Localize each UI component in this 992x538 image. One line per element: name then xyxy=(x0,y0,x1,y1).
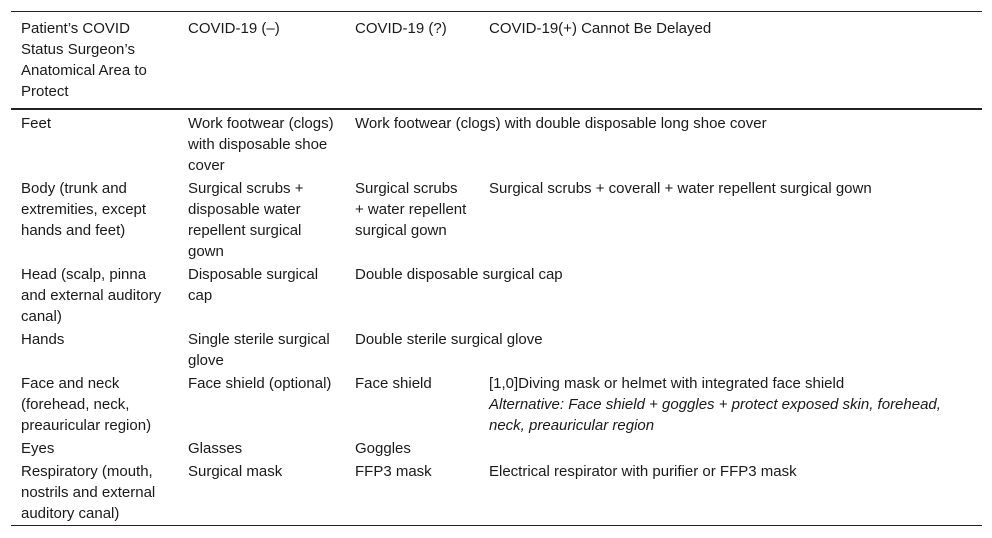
cell-unknown: Surgical scrubs + water repellent surgical gown xyxy=(355,180,467,239)
cell-area: Hands xyxy=(21,331,65,348)
cell-negative: Surgical scrubs + disposable water repellent surgical gown xyxy=(188,180,304,260)
cell-unknown-positive: Double sterile surgical glove xyxy=(355,331,543,348)
cell-area: Body (trunk and extremities, except hands and feet) xyxy=(21,180,147,239)
header-covid-negative: COVID-19 (–) xyxy=(188,20,280,37)
cell-unknown: FFP3 mask xyxy=(355,463,432,480)
table-header-row xyxy=(11,12,982,110)
cell-positive: Electrical respirator with purifier or FFP3 mask xyxy=(489,463,797,480)
cell-unknown: Goggles xyxy=(355,440,411,457)
cell-negative: Surgical mask xyxy=(188,463,283,480)
cell-area: Face and neck (forehead, neck, preauricular region) xyxy=(21,375,152,434)
ppe-table xyxy=(11,11,982,526)
table-row xyxy=(11,437,982,460)
cell-area: Head (scalp, pinna and external auditory canal) xyxy=(21,266,162,325)
header-area: Patient’s COVID Status Surgeon’s Anatomical Area to Protect xyxy=(21,20,147,100)
table-row xyxy=(11,328,982,372)
table-row xyxy=(11,177,982,263)
cell-unknown: Face shield xyxy=(355,375,432,392)
ppe-table-container xyxy=(11,11,982,526)
cell-area: Eyes xyxy=(21,440,55,457)
header-covid-positive: COVID-19(+) Cannot Be Delayed xyxy=(489,20,712,37)
cell-unknown-positive: Work footwear (clogs) with double disposable long shoe cover xyxy=(355,115,767,132)
header-covid-unknown: COVID-19 (?) xyxy=(355,20,447,37)
table-row xyxy=(11,372,982,437)
cell-area: Feet xyxy=(21,115,52,132)
table-row xyxy=(11,263,982,328)
cell-negative: Face shield (optional) xyxy=(188,375,332,392)
cell-positive: Surgical scrubs + coverall + water repellent surgical gown xyxy=(489,180,872,197)
cell-negative: Work footwear (clogs) with disposable shoe cover xyxy=(188,115,334,174)
table-row xyxy=(11,460,982,526)
cell-positive xyxy=(479,437,982,460)
cell-negative: Single sterile surgical glove xyxy=(188,331,330,369)
cell-positive-main: [1,0]Diving mask or helmet with integrated face shield xyxy=(489,375,845,392)
cell-unknown-positive: Double disposable surgical cap xyxy=(355,266,563,283)
table-row xyxy=(11,109,982,177)
cell-negative: Glasses xyxy=(188,440,243,457)
cell-positive xyxy=(479,372,982,437)
cell-positive-alternative: Alternative: Face shield + goggles + protect exposed skin, forehead, neck, preauricular region xyxy=(489,396,941,434)
cell-area: Respiratory (mouth, nostrils and external auditory canal) xyxy=(21,463,156,522)
cell-negative: Disposable surgical cap xyxy=(188,266,319,304)
